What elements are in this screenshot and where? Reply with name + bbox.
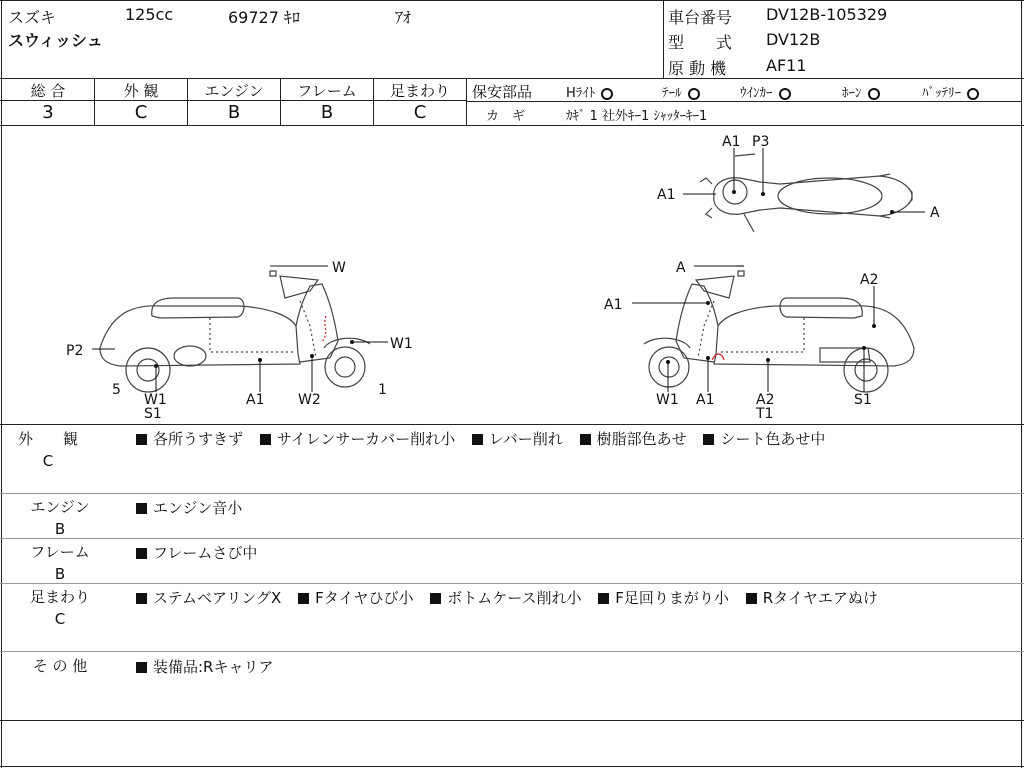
remark-line: [0, 583, 1024, 584]
bullet-square-icon: [703, 434, 714, 445]
bullet-square-icon: [746, 593, 757, 604]
remark-category-exterior: 外 観 C: [17, 430, 78, 470]
frame-no-label: 車台番号: [668, 8, 733, 27]
scooter-diagram: [0, 126, 1024, 424]
ok-mark-icon: [868, 88, 880, 100]
remark-line: [0, 538, 1024, 539]
bullet-square-icon: [598, 593, 609, 604]
grade-frame: B: [320, 102, 334, 123]
remark-line: [0, 651, 1024, 652]
scooter-top-view: [700, 154, 912, 232]
label-right-w1: W1: [656, 392, 679, 408]
safety-item-headlight: Hﾗｲﾄ: [566, 82, 613, 101]
label-left-w1b: W1: [144, 392, 167, 408]
label-right-a1: A1: [604, 297, 623, 313]
key-values: ｶｷﾞ 1 社外ｷｰ1 ｼｬｯﾀｰｷｰ1: [566, 109, 708, 124]
remark-items-other: 装備品:Rキャリア: [136, 656, 285, 677]
type-label: 型 式: [668, 33, 733, 52]
label-right-s1: S1: [854, 392, 872, 408]
ok-mark-icon: [779, 88, 791, 100]
grade-header-frame: フレーム: [297, 82, 357, 100]
label-top-a1: A1: [722, 134, 741, 150]
grade-header-engine: エンジン: [204, 82, 264, 100]
label-right-a: A: [676, 260, 686, 276]
safety-item-tail: ﾃｰﾙ: [662, 82, 700, 101]
model-name: スウィッシュ: [8, 31, 103, 50]
label-right-a2: A2: [860, 272, 879, 288]
label-left-1: 1: [378, 382, 387, 398]
border-bottom: [0, 766, 1024, 767]
bullet-square-icon: [136, 434, 147, 445]
frame-no: DV12B-105329: [766, 5, 888, 24]
bullet-square-icon: [298, 593, 309, 604]
grade-suspension: C: [413, 102, 427, 123]
diagram-bottom-line: [0, 424, 1024, 425]
remark-category-frame: フレーム B: [30, 543, 90, 583]
bullet-square-icon: [472, 434, 483, 445]
maker: スズキ: [8, 8, 57, 27]
safety-item-winker: ｳｲﾝｶｰ: [740, 82, 791, 101]
border-top: [0, 0, 1024, 1]
remark-line: [0, 493, 1024, 494]
label-left-w1: W1: [390, 336, 413, 352]
header-bottom-line: [0, 78, 1024, 79]
safety-mid-line: [466, 101, 1022, 102]
label-left-5: 5: [112, 382, 121, 398]
label-top-a: A: [930, 205, 940, 221]
bullet-square-icon: [136, 503, 147, 514]
engine-label: 原 動 機: [668, 59, 727, 78]
safety-label: 保安部品: [472, 83, 533, 101]
safety-item-horn: ﾎｰﾝ: [842, 82, 880, 101]
label-right-a1b: A1: [696, 392, 715, 408]
remark-items-frame: フレームさび中: [136, 542, 269, 563]
label-right-a2b: A2: [756, 392, 775, 408]
remark-items-suspension: ステムベアリングX Fタイヤひび小 ボトムケース削れ小 F足回りまがり小 Rタイヤエアぬけ: [136, 587, 890, 608]
remark-category-engine: エンジン B: [30, 498, 90, 538]
remark-category-suspension: 足まわり C: [29, 588, 90, 628]
remark-items-engine: エンジン音小: [136, 497, 254, 518]
header-divider: [663, 0, 664, 78]
label-left-p2: P2: [66, 343, 84, 359]
bullet-square-icon: [136, 662, 147, 673]
bullet-square-icon: [430, 593, 441, 604]
ok-mark-icon: [967, 88, 979, 100]
bullet-square-icon: [260, 434, 271, 445]
safety-item-battery: ﾊﾞｯﾃﾘｰ: [922, 82, 979, 101]
label-right-t1: T1: [756, 406, 774, 422]
label-left-w2: W2: [298, 392, 321, 408]
bullet-square-icon: [136, 548, 147, 559]
remark-category-other: そ の 他: [32, 657, 88, 675]
bullet-square-icon: [136, 593, 147, 604]
color: ｱｵ: [395, 8, 412, 27]
key-label: カ ギ: [486, 109, 526, 124]
engine-value: AF11: [766, 56, 807, 75]
label-left-w: W: [332, 260, 346, 276]
displacement: 125cc: [125, 5, 174, 24]
ok-mark-icon: [601, 88, 613, 100]
grade-header-overall: 総 合: [30, 82, 66, 100]
grade-exterior: C: [134, 102, 148, 123]
remark-bottom-line: [0, 720, 1024, 721]
mileage: 69727 ｷﾛ: [228, 8, 300, 27]
label-left-s1: S1: [144, 406, 162, 422]
label-top-a1b: A1: [657, 187, 676, 203]
remark-items-exterior: 各所うすきず サイレンサーカバー削れ小 レバー削れ 樹脂部色あせ シート色あせ中: [136, 428, 837, 449]
grade-header-suspension: 足まわり: [389, 82, 450, 100]
type-value: DV12B: [766, 30, 821, 49]
bullet-square-icon: [580, 434, 591, 445]
label-top-p3: P3: [752, 134, 770, 150]
grade-engine: B: [227, 102, 241, 123]
ok-mark-icon: [688, 88, 700, 100]
grade-overall: 3: [42, 102, 54, 123]
label-left-a1: A1: [246, 392, 265, 408]
scooter-left-side-view: [100, 266, 370, 392]
grade-header-exterior: 外 観: [123, 82, 159, 100]
